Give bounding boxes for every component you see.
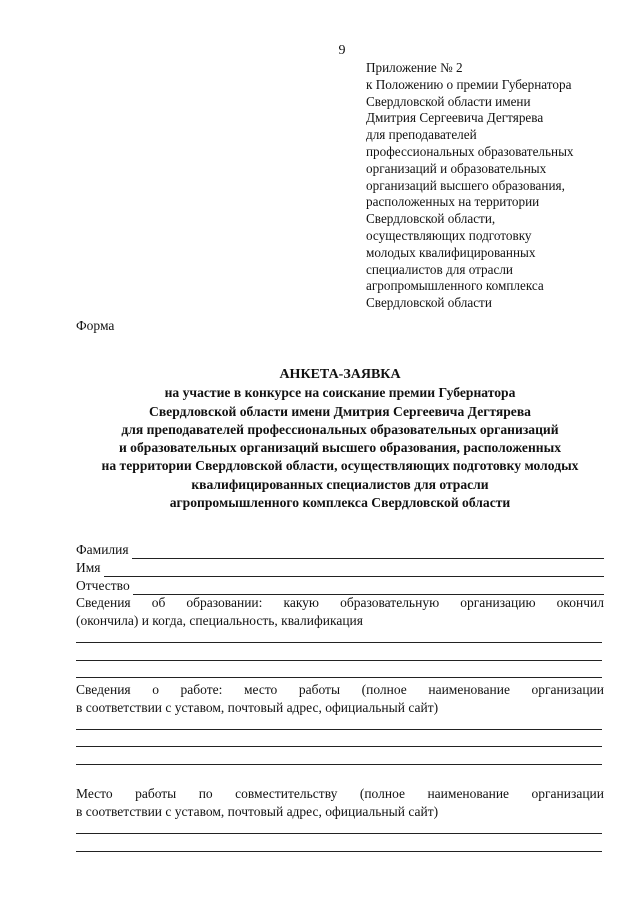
appendix-line: профессиональных образовательных: [366, 143, 574, 159]
page-number: 9: [338, 43, 346, 58]
patronymic-field[interactable]: [76, 577, 604, 595]
appendix-line: Дмитрия Сергеевича Дегтярева: [366, 110, 544, 126]
work-input-line[interactable]: [76, 764, 602, 765]
title-line: Свердловской области имени Дмитрия Сергеевича Дегтярева: [149, 403, 531, 419]
education-input-line[interactable]: [76, 660, 602, 661]
work-label-line1: Сведения о работе: место работы (полное наименование организации: [76, 682, 604, 697]
title-line: для преподавателей профессиональных образовательных организаций: [121, 421, 559, 437]
education-input-line[interactable]: [76, 642, 602, 643]
surname-field[interactable]: [76, 541, 604, 559]
surname-input-line[interactable]: [132, 546, 604, 559]
title-line: на территории Свердловской области, осуществляющих подготовку молодых: [101, 458, 579, 474]
appendix-line: расположенных на территории: [366, 194, 540, 210]
parttime-input-line[interactable]: [76, 851, 602, 852]
document-title: [60, 366, 620, 512]
name-field[interactable]: [76, 559, 604, 577]
appendix-line: для преподавателей: [366, 127, 477, 143]
appendix-header: [366, 60, 574, 312]
appendix-line: к Положению о премии Губернатора: [366, 76, 572, 92]
parttime-label-line1: Место работы по совместительству (полное наименование организации: [76, 786, 604, 801]
title-line: на участие в конкурсе на соискание премии Губернатора: [164, 385, 516, 401]
appendix-line: молодых квалифицированных: [366, 244, 536, 260]
appendix-line: Свердловской области: [366, 295, 492, 311]
education-input-line[interactable]: [76, 677, 602, 678]
title-line: агропромышленного комплекса Свердловской области: [169, 495, 511, 511]
work-label-line2: в соответствии с уставом, почтовый адрес, официальный сайт): [76, 700, 439, 715]
title-main: АНКЕТА-ЗАЯВКА: [279, 367, 401, 382]
surname-label: Фамилия: [76, 542, 129, 557]
parttime-input-line[interactable]: [76, 833, 602, 834]
patronymic-label: Отчество: [76, 578, 130, 593]
title-line: квалифицированных специалистов для отрасли: [191, 476, 489, 492]
appendix-line: Свердловской области имени: [366, 93, 531, 109]
appendix-line: специалистов для отрасли: [366, 261, 513, 277]
parttime-label-line2: в соответствии с уставом, почтовый адрес, официальный сайт): [76, 804, 439, 819]
title-line: и образовательных организаций высшего образования, расположенных: [118, 440, 562, 456]
form-label: Форма: [76, 318, 115, 333]
work-input-line[interactable]: [76, 746, 602, 747]
name-label: Имя: [76, 560, 101, 575]
appendix-line: Свердловской области,: [366, 211, 496, 227]
appendix-line: организаций высшего образования,: [366, 177, 565, 193]
education-label-line1: Сведения об образовании: какую образовательную организацию окончил: [76, 595, 604, 610]
appendix-line: осуществляющих подготовку: [366, 227, 532, 243]
education-label-line2: (окончила) и когда, специальность, квалификация: [76, 613, 363, 628]
appendix-line: Приложение № 2: [366, 60, 463, 75]
appendix-line: агропромышленного комплекса: [366, 278, 544, 294]
name-input-line[interactable]: [104, 564, 604, 577]
work-input-line[interactable]: [76, 729, 602, 730]
appendix-line: организаций и образовательных: [366, 160, 547, 176]
